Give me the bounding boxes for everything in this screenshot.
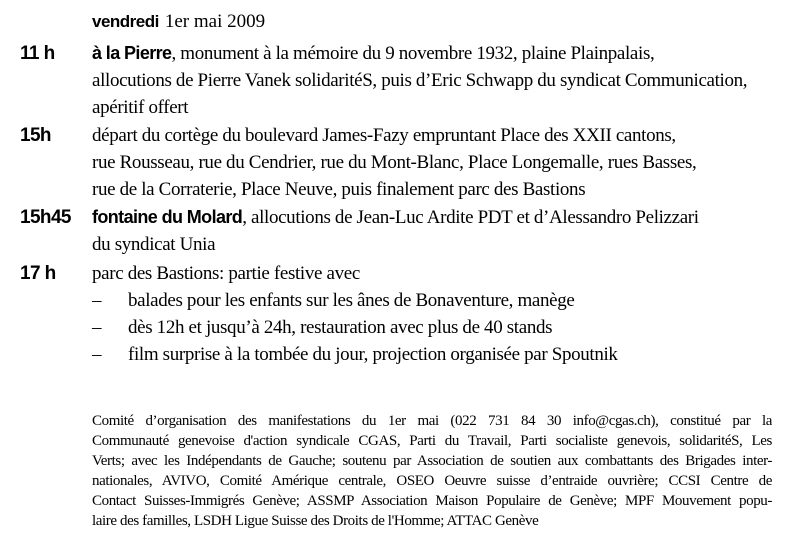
footer-line: Comité d’organisation des manifestations du 1er mai (022 731 84 30 info@cgas.ch), constitué par la <box>92 413 772 429</box>
event-line: allocutions de Pierre Vanek solidaritéS, puis d’Eric Schwapp du syndicat Communication, <box>92 70 748 91</box>
event-intro: parc des Bastions: partie festive avec <box>92 263 360 284</box>
date-label: 1er mai 2009 <box>164 11 266 32</box>
event-line: rue de la Corraterie, Place Neuve, puis finalement parc des Bastions <box>92 179 586 200</box>
organizers-footer <box>92 411 772 531</box>
event-line: à la Pierre, monument à la mémoire du 9 novembre 1932, plaine Plainpalais, <box>92 43 655 64</box>
day-label: vendredi <box>92 12 159 31</box>
event-line: rue Rousseau, rue du Cendrier, rue du Mont-Blanc, Place Longemalle, rues Basses, <box>92 152 697 173</box>
event-line: fontaine du Molard, allocutions de Jean-Luc Ardite PDT et d’Alessandro Pelizzari <box>92 207 699 228</box>
event-time: 11 h <box>20 43 55 64</box>
footer-line: Communauté genevoise d'action syndicale CGAS, Parti du Travail, Parti socialiste genevois, solidaritéS, Les <box>92 433 772 449</box>
event-description <box>92 204 772 258</box>
event-line: apéritif offert <box>92 97 189 118</box>
event-line: du syndicat Unia <box>92 234 216 255</box>
footer-line: Verts; avec les Indépendants de Gauche; soutenu par Association de soutien aux combattants des Brigades inter- <box>92 453 772 469</box>
footer-line: laire des familles, LSDH Ligue Suisse des Droits de l'Homme; ATTAC Genève <box>92 513 539 529</box>
event-description <box>92 260 772 368</box>
footer-line: Contact Suisses-Immigrés Genève; ASSMP Association Maison Populaire de Genève; MPF Mouvement popu- <box>92 493 772 509</box>
event-description <box>92 122 772 203</box>
event-time: 15h45 <box>20 207 71 228</box>
event-time: 15h <box>20 125 51 146</box>
list-dash: – <box>92 344 102 365</box>
event-location: fontaine du Molard <box>92 207 243 227</box>
program-header <box>92 10 265 34</box>
list-item: – balades pour les enfants sur les ânes de Bonaventure, manège <box>92 287 772 314</box>
list-dash: – <box>92 290 102 311</box>
list-item: – dès 12h et jusqu’à 24h, restauration avec plus de 40 stands <box>92 314 772 341</box>
list-dash: – <box>92 317 102 338</box>
event-time: 17 h <box>20 263 56 284</box>
event-line: départ du cortège du boulevard James-Fazy empruntant Place des XXII cantons, <box>92 125 676 146</box>
event-location: à la Pierre <box>92 43 172 63</box>
footer-line: nationales, AVIVO, Comité Amérique centrale, OSEO Oeuvre suisse d’entraide ouvrière; CCSI Centre de <box>92 473 772 489</box>
event-description <box>92 40 772 121</box>
list-item: – film surprise à la tombée du jour, projection organisée par Spoutnik <box>92 341 772 368</box>
